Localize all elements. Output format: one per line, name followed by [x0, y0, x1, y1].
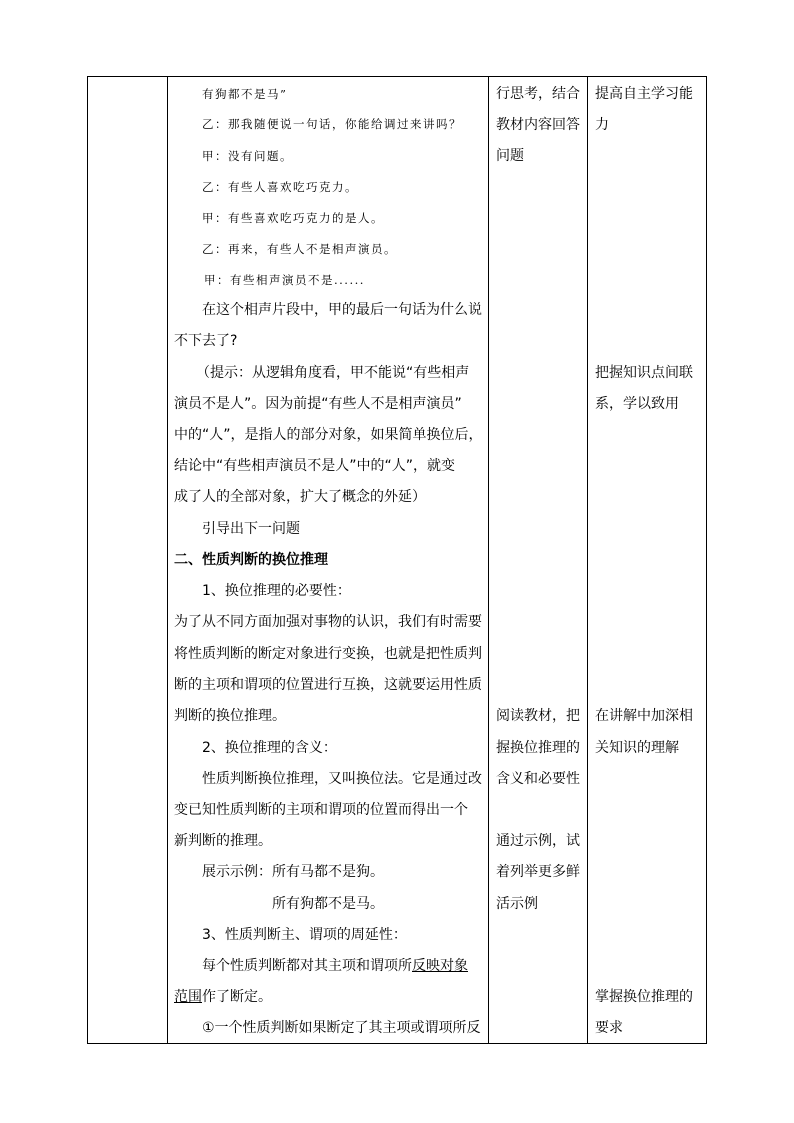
table-bottom-border	[87, 1043, 707, 1044]
item-title: 1、换位推理的必要性：	[202, 583, 351, 599]
table-border-right	[706, 76, 707, 1044]
hint-line: 成了人的全部对象，扩大了概念的外延）	[174, 489, 426, 505]
dialogue-line: 甲：有些相声演员不是......	[204, 273, 365, 287]
dialogue-line: 甲：有些喜欢吃巧克力的是人。	[202, 211, 384, 225]
table-border-col4	[587, 76, 588, 1044]
underlined-text: 范围	[174, 989, 202, 1005]
body-line: 性质判断换位推理，又叫换位法。它是通过改	[202, 771, 482, 787]
item-title: 3、性质判断主、谓项的周延性：	[202, 927, 407, 943]
purpose-line: 力	[595, 117, 609, 133]
hint-line: （提示：从逻辑角度看，甲不能说“有些相声	[196, 365, 470, 381]
purpose-line: 关知识的理解	[595, 740, 679, 756]
example-line: 所有狗都不是马。	[272, 896, 384, 912]
activity-line: 含义和必要性	[496, 771, 580, 787]
activity-line: 阅读教材，把	[496, 708, 580, 724]
body-line: 变已知性质判断的主项和谓项的位置而得出一个	[174, 802, 468, 818]
example-line: 展示示例：所有马都不是狗。	[202, 864, 384, 880]
purpose-line: 要求	[595, 1020, 623, 1036]
table-top-border	[87, 76, 707, 77]
activity-line: 着列举更多鲜	[496, 864, 580, 880]
question-line: 在这个相声片段中，甲的最后一句话为什么说	[202, 302, 482, 318]
table-border-col3	[488, 76, 489, 1044]
hint-line: 演员不是人”。因为前提“有些人不是相声演员”	[174, 396, 462, 412]
purpose-line: 提高自主学习能	[595, 86, 693, 102]
purpose-line: 系，学以致用	[595, 396, 679, 412]
underlined-text: 反映对象	[412, 958, 468, 974]
lead-text: 引导出下一问题	[202, 521, 300, 537]
activity-line: 行思考，结合	[496, 86, 580, 102]
dialogue-line: 有狗都不是马”	[202, 87, 288, 101]
purpose-line: 把握知识点间联	[595, 365, 693, 381]
activity-line: 问题	[496, 148, 524, 164]
body-line	[174, 989, 272, 1005]
activity-line: 握换位推理的	[496, 740, 580, 756]
body-line: 为了从不同方面加强对事物的认识，我们有时需要	[174, 614, 482, 630]
dialogue-line: 乙：有些人喜欢吃巧克力。	[202, 180, 358, 194]
body-line: 将性质判断的断定对象进行变换，也就是把性质判	[174, 646, 482, 662]
item-title: 2、换位推理的含义：	[202, 740, 337, 756]
dialogue-line: 甲：没有问题。	[202, 149, 293, 163]
activity-line: 通过示例，试	[496, 833, 580, 849]
body-line: ①一个性质判断如果断定了其主项或谓项所反	[202, 1020, 481, 1036]
dialogue-line: 乙：那我随便说一句话，你能给调过来讲吗？	[202, 117, 462, 131]
text-segment: 每个性质判断都对其主项和谓项所	[202, 958, 412, 974]
body-line: 判断的换位推理。	[174, 708, 286, 724]
activity-line: 教材内容回答	[496, 117, 580, 133]
body-line: 新判断的推理。	[174, 833, 272, 849]
dialogue-line: 乙：再来，有些人不是相声演员。	[202, 242, 397, 256]
text-segment: 作了断定。	[202, 989, 272, 1005]
question-line: 不下去了?	[174, 333, 238, 349]
activity-line: 活示例	[496, 896, 538, 912]
hint-line: 结论中“有些相声演员不是人”中的“人”，就变	[174, 458, 456, 474]
hint-line: 中的“人”，是指人的部分对象，如果简单换位后，	[174, 427, 483, 443]
body-line	[202, 958, 468, 974]
purpose-line: 在讲解中加深相	[595, 708, 693, 724]
body-line: 断的主项和谓项的位置进行互换，这就要运用性质	[174, 677, 482, 693]
purpose-line: 掌握换位推理的	[595, 989, 693, 1005]
table-border-left	[87, 76, 88, 1044]
table-border-col2	[167, 76, 168, 1044]
section-heading: 二、性质判断的换位推理	[174, 552, 328, 568]
